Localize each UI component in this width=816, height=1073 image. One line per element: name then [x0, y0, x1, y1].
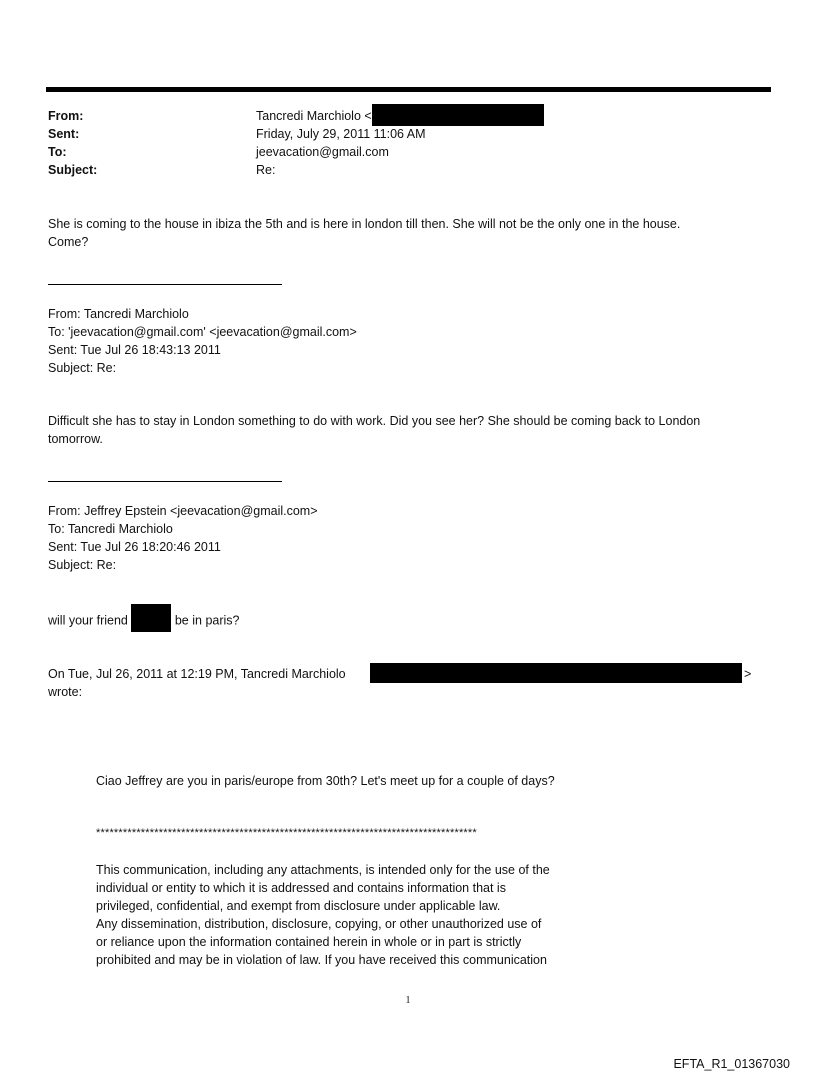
quoted2-to: To: Tancredi Marchiolo — [48, 522, 173, 536]
to-label: To: — [48, 145, 67, 159]
from-name: Tancredi Marchiolo < — [256, 109, 372, 123]
disclaimer-line-6: prohibited and may be in violation of law. If you have received this communication — [96, 953, 547, 967]
disclaimer-line-2: individual or entity to which it is addressed and contains information that is — [96, 881, 506, 895]
quoted2-body-after: be in paris? — [174, 613, 240, 628]
redaction-box — [372, 104, 544, 126]
sent-value: Friday, July 29, 2011 11:06 AM — [256, 127, 426, 141]
disclaimer-line-3: privileged, confidential, and exempt from disclosure under applicable law. — [96, 899, 501, 913]
quoted3-attribution-end: > — [744, 667, 752, 681]
separator-line — [48, 481, 282, 482]
header-rule — [46, 87, 771, 92]
quoted3-message: Ciao Jeffrey are you in paris/europe from 30th? Let's meet up for a couple of days? — [96, 774, 555, 788]
separator-line — [48, 284, 282, 285]
quoted1-to: To: 'jeevacation@gmail.com' <jeevacation@gmail.com> — [48, 325, 357, 339]
redaction-box — [370, 663, 742, 683]
disclaimer-line-1: This communication, including any attachments, is intended only for the use of the — [96, 863, 550, 877]
quoted1-sent: Sent: Tue Jul 26 18:43:13 2011 — [48, 343, 221, 357]
quoted2-body-before: will your friend — [48, 613, 128, 628]
sent-label: Sent: — [48, 127, 80, 141]
from-label: From: — [48, 109, 84, 123]
disclaimer-line-5: or reliance upon the information contained herein in whole or in part is strictly — [96, 935, 522, 949]
body-line-2: Come? — [48, 235, 89, 249]
quoted1-body-line-1: Difficult she has to stay in London something to do with work. Did you see her? She should be coming back to London — [48, 414, 701, 428]
bates-number: EFTA_R1_01367030 — [673, 1057, 790, 1071]
subject-label: Subject: — [48, 163, 98, 177]
page-number: 1 — [405, 995, 411, 1006]
redaction-box — [131, 604, 171, 632]
body-line-1: She is coming to the house in ibiza the 5th and is here in london till then. She will not be the only one in the house. — [48, 217, 681, 231]
from-value — [256, 107, 544, 126]
quoted2-body — [48, 610, 239, 632]
quoted1-body-line-2: tomorrow. — [48, 432, 103, 446]
quoted3-attribution-line-1: On Tue, Jul 26, 2011 at 12:19 PM, Tancredi Marchiolo — [48, 667, 346, 681]
quoted2-sent: Sent: Tue Jul 26 18:20:46 2011 — [48, 540, 221, 554]
quoted3-attribution-line-2: wrote: — [48, 685, 83, 699]
disclaimer-asterisks: ************************************************************************************* — [96, 827, 477, 839]
subject-value: Re: — [256, 163, 276, 177]
quoted2-subject: Subject: Re: — [48, 558, 117, 572]
quoted1-subject: Subject: Re: — [48, 361, 117, 375]
quoted1-from: From: Tancredi Marchiolo — [48, 307, 189, 321]
to-value: jeevacation@gmail.com — [256, 145, 389, 159]
disclaimer-line-4: Any dissemination, distribution, disclosure, copying, or other unauthorized use of — [96, 917, 542, 931]
quoted2-from: From: Jeffrey Epstein <jeevacation@gmail.com> — [48, 504, 318, 518]
